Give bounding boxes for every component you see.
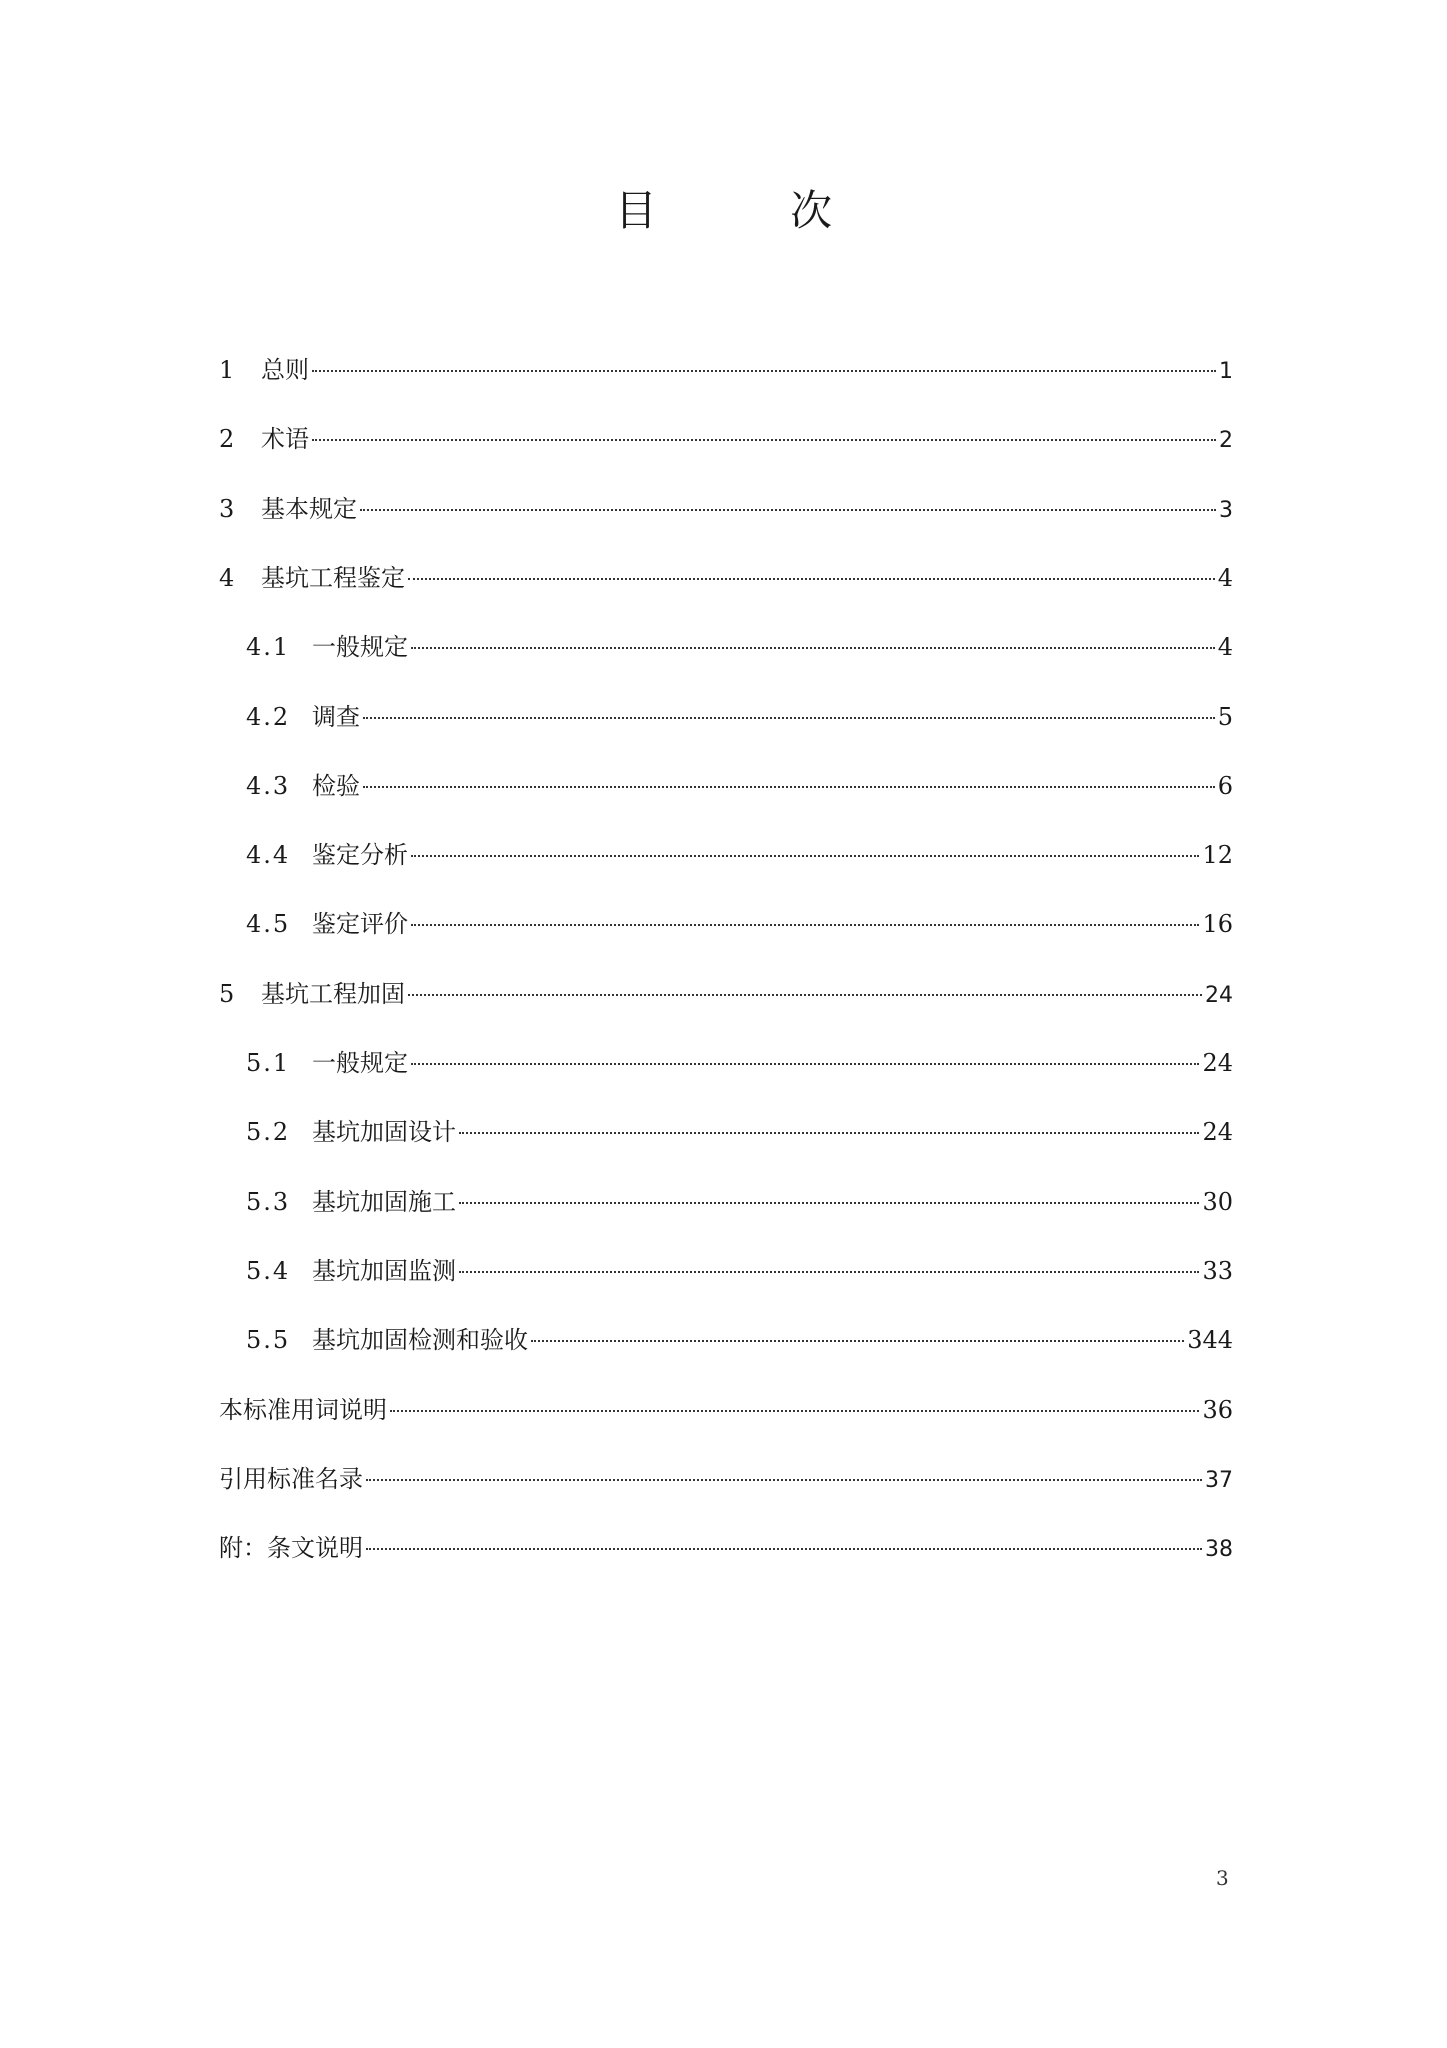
toc-dot-leader: [312, 438, 1216, 441]
toc-entry-number: 4.1: [246, 633, 291, 662]
footer-page-number: 3: [1216, 1866, 1229, 1890]
toc-entry-page: 24: [1205, 982, 1233, 1008]
toc-entry-label: 基坑加固施工: [312, 1187, 456, 1216]
toc-entry-page: 24: [1202, 1118, 1233, 1147]
toc-entry[interactable]: [219, 489, 1233, 529]
toc-dot-leader: [408, 577, 1215, 580]
toc-dot-leader: [408, 993, 1202, 996]
toc-dot-leader: [459, 1270, 1199, 1273]
toc-entry-number: 5.1: [246, 1049, 291, 1077]
toc-entry[interactable]: [219, 1528, 1233, 1568]
toc-entry-number: 4.3: [246, 771, 291, 800]
toc-dot-leader: [459, 1131, 1199, 1134]
toc-dot-leader: [411, 1062, 1199, 1065]
toc-entry-label: 基本规定: [261, 494, 357, 523]
toc-entry[interactable]: [246, 766, 1233, 806]
toc-entry-label: 附：条文说明: [219, 1534, 363, 1563]
toc-entry-page: 12: [1202, 841, 1233, 870]
toc-dot-leader: [411, 646, 1215, 649]
toc-entry-page: 2: [1219, 428, 1233, 454]
toc-dot-leader: [360, 508, 1216, 511]
toc-entry-page: 5: [1217, 702, 1233, 731]
toc-entry-number: 4.5: [246, 910, 291, 939]
toc-entry-label: 基坑工程加固: [261, 979, 405, 1008]
toc-entry-page: 16: [1202, 910, 1233, 939]
toc-dot-leader: [366, 1547, 1202, 1550]
toc-entry-page: 344: [1187, 1326, 1233, 1355]
toc-entry[interactable]: [246, 1182, 1233, 1222]
toc-entry[interactable]: [219, 1459, 1233, 1499]
toc-entry[interactable]: [246, 627, 1233, 667]
toc-entry-page: 4: [1217, 563, 1233, 592]
toc-entry-page: 38: [1205, 1537, 1233, 1563]
toc-entry-number: 2: [219, 425, 235, 454]
toc-entry-number: 4.4: [246, 841, 291, 870]
toc-entry[interactable]: [246, 1320, 1233, 1360]
toc-entry-number: 5.4: [246, 1256, 291, 1285]
toc-entry[interactable]: [219, 1390, 1233, 1430]
toc-entry[interactable]: [219, 558, 1233, 598]
toc-dot-leader: [363, 716, 1215, 719]
toc-dot-leader: [390, 1409, 1199, 1412]
toc-entry-number: 4.2: [246, 702, 291, 731]
toc-entry-page: 3: [1219, 497, 1233, 523]
toc-entry-label: 基坑加固检测和验收: [312, 1326, 528, 1355]
toc-entry-label: 鉴定分析: [312, 841, 408, 870]
toc-dot-leader: [366, 1478, 1202, 1481]
toc-entry-page: 36: [1202, 1395, 1233, 1424]
toc-entry-number: 5: [219, 979, 235, 1008]
toc-dot-leader: [312, 369, 1216, 372]
toc-entry[interactable]: [246, 697, 1233, 737]
toc-entry-page: 30: [1202, 1187, 1233, 1216]
toc-entry[interactable]: [246, 904, 1233, 944]
toc-entry-label: 鉴定评价: [312, 910, 408, 939]
toc-entry-page: 37: [1205, 1467, 1233, 1493]
toc-dot-leader: [363, 785, 1215, 788]
toc-dot-leader: [531, 1339, 1184, 1342]
toc-entry-label: 基坑加固监测: [312, 1256, 456, 1285]
toc-entry-label: 基坑加固设计: [312, 1118, 456, 1147]
toc-entry-number: 5.2: [246, 1118, 291, 1147]
toc-entry[interactable]: [246, 835, 1233, 875]
toc-dot-leader: [459, 1201, 1199, 1204]
toc-entry-number: 5.5: [246, 1326, 291, 1355]
toc-entry-number: 3: [219, 494, 235, 523]
toc-dot-leader: [411, 854, 1199, 857]
toc-entry-label: 本标准用词说明: [219, 1395, 387, 1424]
toc-entry[interactable]: [246, 1043, 1233, 1083]
toc-entry-label: 引用标准名录: [219, 1464, 363, 1493]
toc-entry[interactable]: [246, 1112, 1233, 1152]
toc-dot-leader: [411, 923, 1199, 926]
toc-entry-page: 4: [1217, 633, 1233, 662]
toc-entry-label: 基坑工程鉴定: [261, 563, 405, 592]
toc-entry-page: 33: [1202, 1256, 1233, 1285]
toc-entry-page: 24: [1202, 1049, 1233, 1077]
toc-entry[interactable]: [219, 350, 1233, 390]
toc-entry[interactable]: [246, 1251, 1233, 1291]
page-title: 目 次: [614, 186, 893, 235]
toc-entry-label: 总则: [261, 356, 309, 384]
toc-entry-label: 检验: [312, 771, 360, 800]
toc-entry[interactable]: [219, 419, 1233, 459]
toc-entry-label: 一般规定: [312, 633, 408, 662]
toc-entry-label: 术语: [261, 425, 309, 454]
toc-entry-number: 5.3: [246, 1187, 291, 1216]
toc-entry-page: 6: [1217, 771, 1233, 800]
toc-entry-page: 1: [1219, 359, 1233, 384]
toc-entry-label: 调查: [312, 702, 360, 731]
toc-entry-number: 1: [219, 356, 235, 384]
toc-entry-number: 4: [219, 563, 235, 592]
toc-entry[interactable]: [219, 974, 1233, 1014]
toc-entry-label: 一般规定: [312, 1049, 408, 1077]
